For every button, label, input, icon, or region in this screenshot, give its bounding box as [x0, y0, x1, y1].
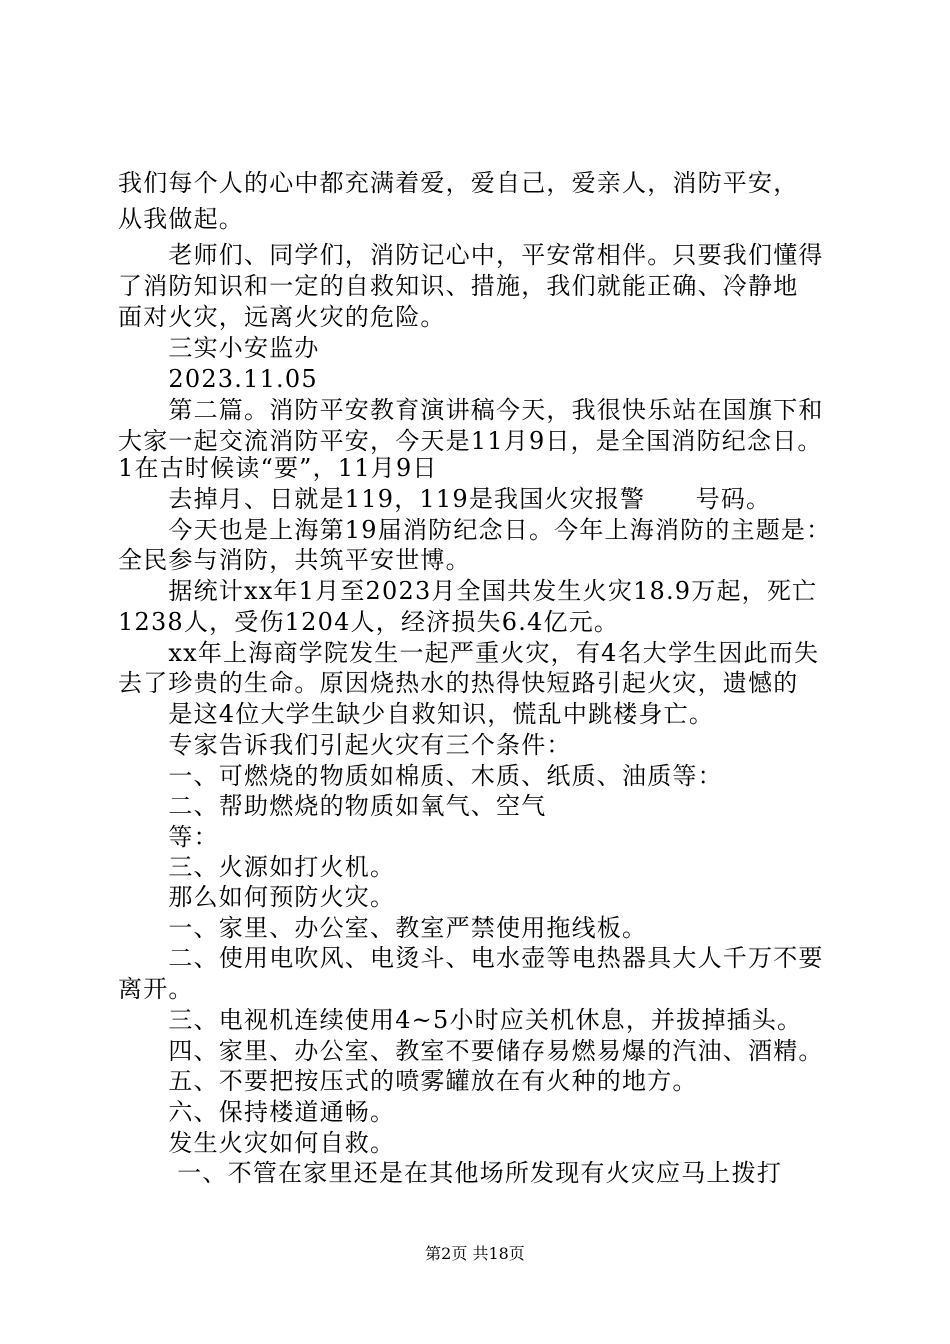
text-line: 面对火灾，远离火灾的危险。	[118, 303, 446, 331]
text-line: 那么如何预防火灾。	[118, 883, 396, 911]
text-line: 1238人，受伤1204人，经济损失6.4亿元。	[118, 608, 620, 636]
text-line: 今天也是上海第19届消防纪念日。今年上海消防的主题是：	[118, 516, 832, 544]
text-line: 三、电视机连续使用4~5小时应关机休息，并拔掉插头。	[118, 1006, 803, 1034]
text-line: 了消防知识和一定的自救知识、措施，我们就能正确、冷静地	[118, 272, 799, 300]
text-line: 一、可燃烧的物质如棉质、木质、纸质、油质等：	[118, 762, 723, 790]
text-line: 据统计xx年1月至2023月全国共发生火灾18.9万起，死亡	[118, 577, 818, 605]
text-line: 发生火灾如何自救。	[118, 1129, 396, 1157]
text-line: 大家一起交流消防平安，今天是11月9日，是全国消防纪念日。	[118, 427, 823, 455]
text-line: 等：	[118, 823, 219, 851]
text-line: 一、不管在家里还是在其他场所发现有火灾应马上拨打	[118, 1159, 783, 1187]
text-line: 二、帮助燃烧的物质如氧气、空气	[118, 792, 547, 820]
text-line: 1在古时候读“要”，11月9日	[118, 454, 438, 482]
text-line: 是这4位大学生缺少自救知识，慌乱中跳楼身亡。	[118, 700, 715, 728]
page-footer: 第2页 共18页	[425, 1244, 525, 1263]
text-line: 一、家里、办公室、教室严禁使用拖线板。	[118, 914, 648, 942]
text-line: 六、保持楼道通畅。	[118, 1098, 396, 1126]
text-line: 五、不要把按压式的喷雾罐放在有火种的地方。	[118, 1067, 698, 1095]
text-line: 四、家里、办公室、教室不要储存易燃易爆的汽油、酒精。	[118, 1037, 824, 1065]
text-line: 全民参与消防，共筑平安世博。	[118, 546, 471, 574]
text-line: 二、使用电吹风、电烫斗、电水壶等电热器具大人千万不要	[118, 944, 824, 972]
text-line: 离开。	[118, 975, 194, 1003]
text-line: 第二篇。消防平安教育演讲稿今天，我很快乐站在国旗下和	[118, 396, 824, 424]
text-line: 去了珍贵的生命。原因烧热水的热得快短路引起火灾，遗憾的	[118, 669, 799, 697]
text-line: 我们每个人的心中都充满着爱，爱自己，爱亲人，消防平安，	[118, 169, 799, 197]
text-line: 2023.11.05	[118, 365, 318, 393]
text-line: 老师们、同学们，消防记心中，平安常相伴。只要我们懂得	[118, 241, 824, 269]
text-line: 从我做起。	[118, 205, 244, 233]
text-line: 三、火源如打火机。	[118, 853, 396, 881]
text-line: xx年上海商学院发生一起严重火灾，有4名大学生因此而失	[118, 639, 820, 667]
text-line: 去掉月、日就是119，119是我国火灾报警 号码。	[118, 485, 772, 513]
text-line: 三实小安监办	[118, 334, 320, 362]
text-line: 专家告诉我们引起火灾有三个条件：	[118, 731, 572, 759]
